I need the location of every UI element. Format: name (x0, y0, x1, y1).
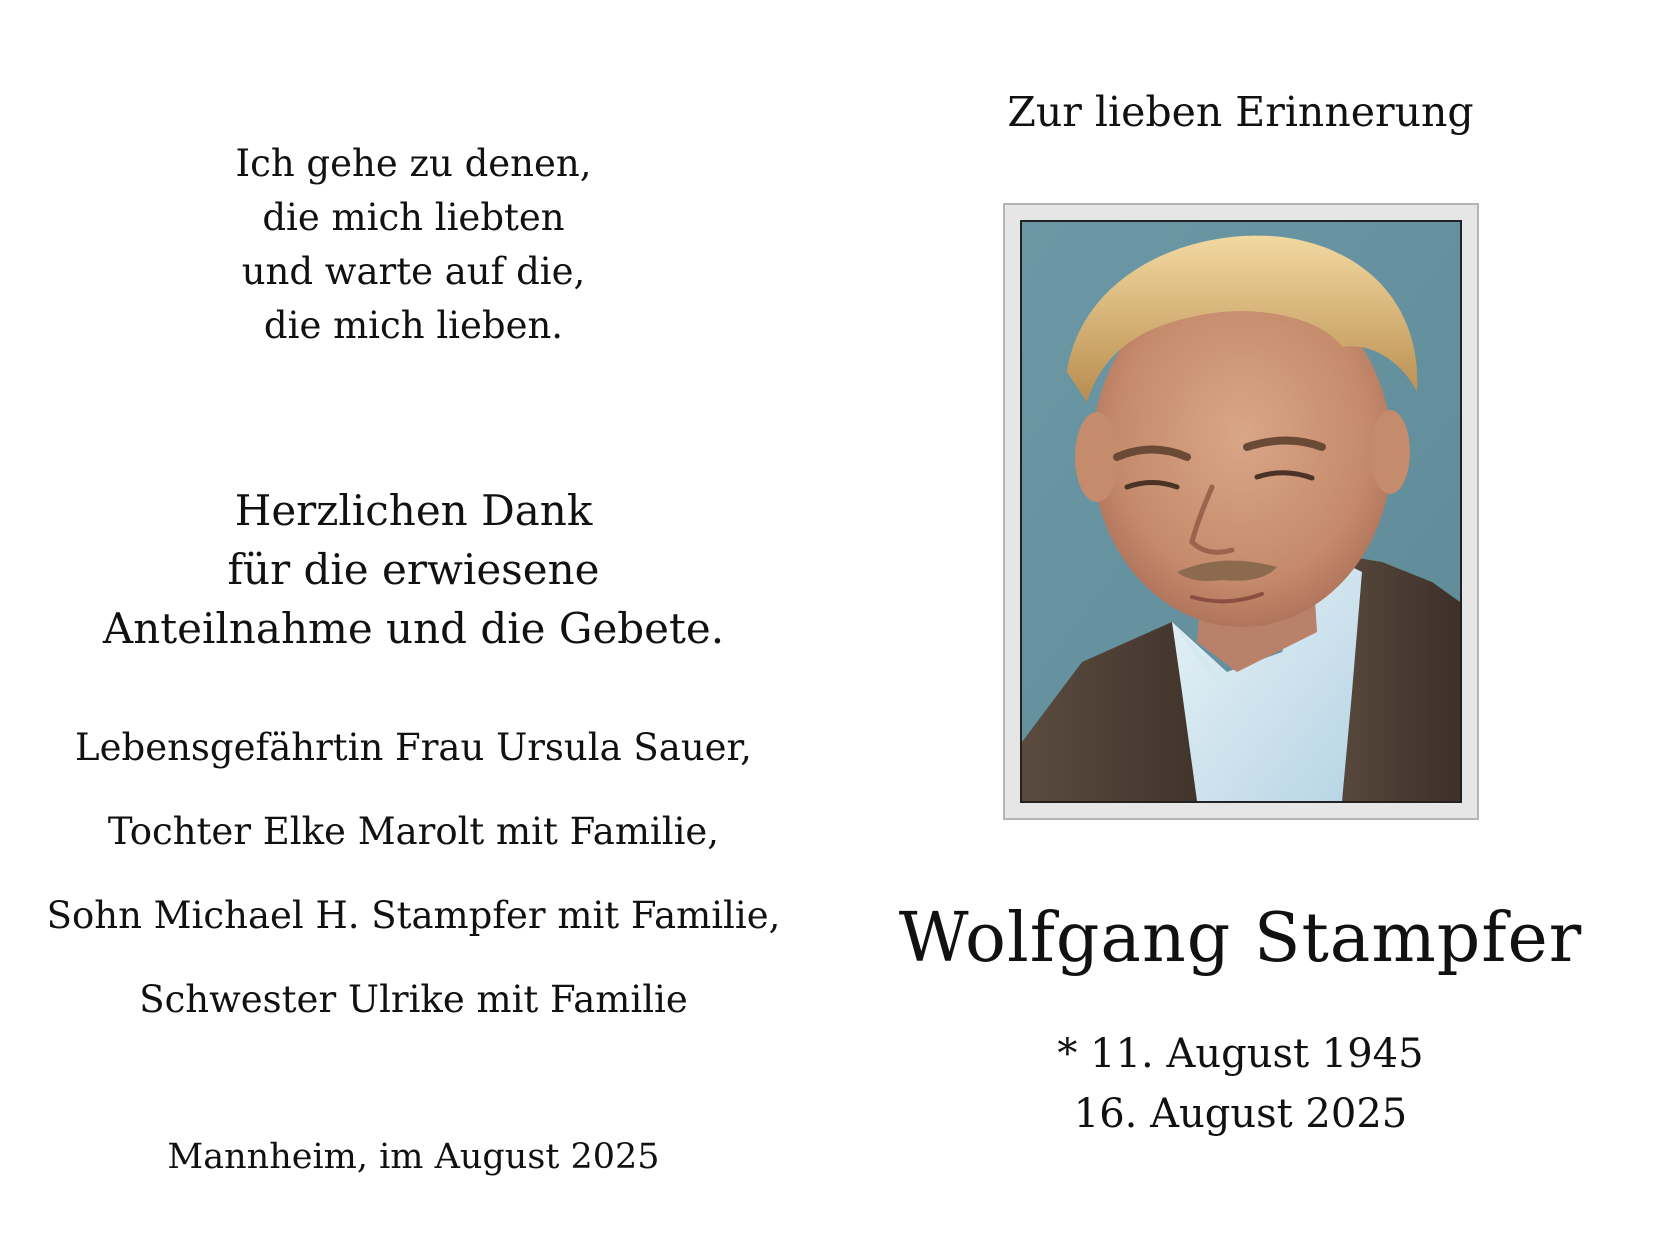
deceased-name: Wolfgang Stampfer (898, 899, 1583, 978)
poem-line: die mich lieben. (263, 304, 564, 347)
thanks-line: Anteilnahme und die Gebete. (102, 604, 725, 653)
poem-line: die mich liebten (262, 196, 565, 239)
portrait-photo (1020, 220, 1462, 803)
poem-line: und warte auf die, (241, 250, 586, 293)
thanks-line: Herzlichen Dank (234, 486, 593, 535)
memorial-subtitle: Zur lieben Erinnerung (1007, 88, 1474, 136)
family-line: Sohn Michael H. Stampfer mit Familie, (46, 894, 781, 937)
family-line: Schwester Ulrike mit Familie (139, 978, 688, 1021)
place-date: Mannheim, im August 2025 (167, 1137, 660, 1177)
family-line: Lebensgefährtin Frau Ursula Sauer, (75, 726, 752, 769)
poem-line: Ich gehe zu denen, (235, 142, 592, 185)
birth-date: * 11. August 1945 (1057, 1031, 1424, 1077)
death-date: 16. August 2025 (1073, 1091, 1408, 1137)
family-line: Tochter Elke Marolt mit Familie, (107, 810, 720, 853)
portrait-frame (1003, 203, 1479, 820)
thanks-line: für die erwiesene (227, 545, 600, 594)
portrait-illustration (1022, 222, 1460, 801)
